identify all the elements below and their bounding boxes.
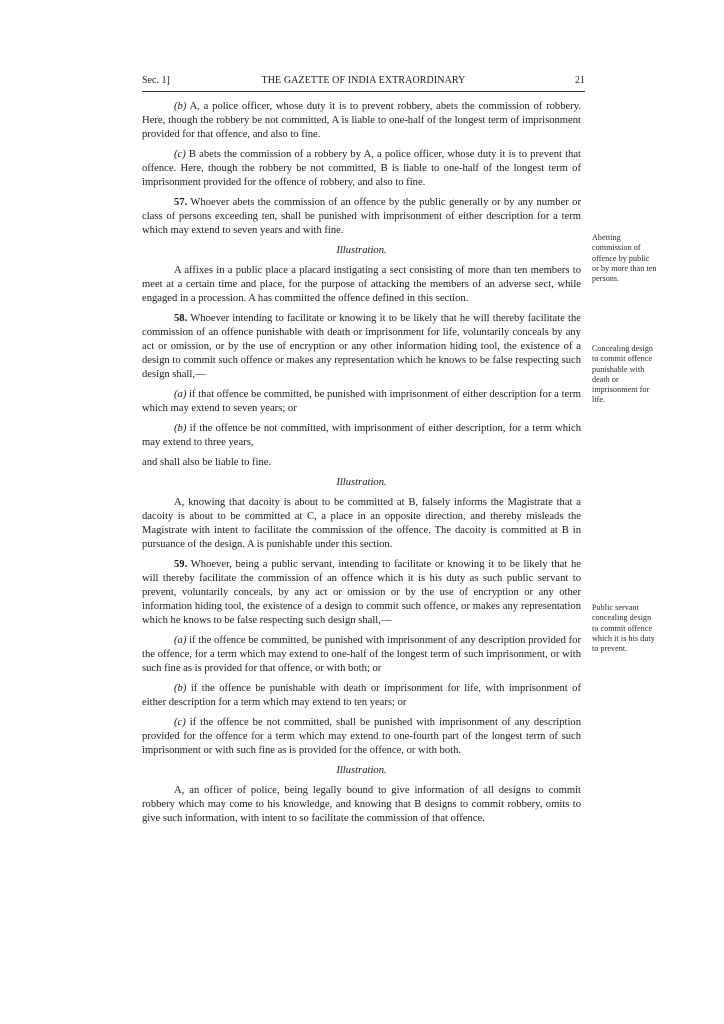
clause-label: (b) [174, 101, 187, 112]
clause-label: (b) [174, 683, 187, 694]
illustration-c [142, 148, 581, 190]
clause-b [142, 682, 581, 710]
clause-label: (c) [174, 149, 186, 160]
illustration-text: A, an officer of police, being legally bound to give information of all designs to commit robbery which may come to his knowledge, and knowing that B designs to commit robbery, omits to give such information, with intent to so facilitate the commission of that offence. [142, 785, 581, 824]
header-page-number: 21 [575, 75, 585, 86]
header-section: Sec. 1] [142, 75, 170, 86]
clause-text: if the offence be committed, be punished with imprisonment of any description provided for the offence, for a term which may extend to one-half of the longest term of such imprisonment, or with such fine as is provided for that offence, or with both; or [142, 635, 581, 674]
clause-text: B abets the commission of a robbery by A, a police officer, whose duty it is to prevent that offence. Here, though the robbery be not committed, B is liable to one-half of the longest term of imprisonment provided for the offence of robbery, and also to fine. [142, 149, 581, 188]
illustration-heading: Illustration. [336, 765, 387, 776]
illustration-text: A, knowing that dacoity is about to be committed at B, falsely informs the Magistrate that a dacoity is about to be committed at C, a place in an opposite direction, and thereby misleads the Magistrate with intent to facilitate the commission of the offence. The dacoity is committed at B in pursuance of the design. A is punishable under this section. [142, 497, 581, 550]
illustration-text: A affixes in a public place a placard instigating a sect consisting of more than ten members to meet at a certain time and place, for the purpose of attacking the members of an adverse sect, while engaged in a procession. A has committed the offence defined in this section. [142, 265, 581, 304]
header-rule [142, 91, 585, 92]
page-header [142, 75, 585, 91]
section-text: Whoever abets the commission of an offence by the public generally or by any number or class of persons exceeding ten, shall be punished with imprisonment of either description for a term which may extend to seven years and with fine. [142, 197, 581, 236]
illustration-heading: Illustration. [336, 477, 387, 488]
section-text: Whoever, being a public servant, intending to facilitate or knowing it to be likely that he will thereby facilitate the commission of an offence which it is his duty as such public servant to prevent, voluntarily conceals, by any act or omission or by the use of encryption or any other information hiding tool, the existence of a design to commit such offence, or makes any representation which he knows to be false respecting such design shall,— [142, 559, 581, 626]
section-59 [142, 558, 581, 628]
clause-text: if that offence be committed, be punished with imprisonment of either description for a term which may extend to seven years; or [142, 389, 581, 414]
clause-text: A, a police officer, whose duty it is to prevent robbery, abets the commission of robbery. Here, though the robbery be not committed, A is liable to one-half of the longest term of imprisonment provided for that offence, and also to fine. [142, 101, 581, 140]
clause-label: (a) [174, 389, 187, 400]
section-number: 59. [174, 559, 188, 570]
section-number: 57. [174, 197, 188, 208]
clause-a [142, 388, 581, 416]
section-number: 58. [174, 313, 188, 324]
section-58 [142, 312, 581, 382]
margin-note-59: Public servant concealing design to commit offence which it is his duty to prevent. [592, 603, 655, 654]
clause-a [142, 634, 581, 676]
margin-note-57: Abetting commission of offence by public or by more than ten persons. [592, 233, 657, 284]
clause-label: (a) [174, 635, 187, 646]
clause-c [142, 716, 581, 758]
margin-note-58: Concealing design to commit offence punishable with death or imprisonment for life. [592, 344, 654, 405]
body-text [142, 100, 581, 832]
clause-text: if the offence be not committed, shall be punished with imprisonment of any description provided for the offence for a term which may extend to one-fourth part of the longest term of such imprisonment or with such fine as is provided for the offence, or with both. [142, 717, 581, 756]
clause-label: (c) [174, 717, 186, 728]
section-57 [142, 196, 581, 238]
section-text: Whoever intending to facilitate or knowing it to be likely that he will thereby facilitate the commission of an offence punishable with death or imprisonment for life, voluntarily conceals by any act or omission, or by the use of encryption or any other information hiding tool, the existence of a design to commit such offence or makes any representation which he knows to be false respecting such design shall,— [142, 313, 581, 380]
clause-b [142, 422, 581, 450]
clause-label: (b) [174, 423, 187, 434]
illustration-b [142, 100, 581, 142]
section-tail: and shall also be liable to fine. [142, 457, 272, 468]
clause-text: if the offence be not committed, with imprisonment of either description, for a term which may extend to three years, [142, 423, 581, 448]
clause-text: if the offence be punishable with death or imprisonment for life, with imprisonment of either description for a term which may extend to ten years; or [142, 683, 581, 708]
illustration-heading: Illustration. [336, 245, 387, 256]
header-title: THE GAZETTE OF INDIA EXTRAORDINARY [261, 75, 466, 86]
